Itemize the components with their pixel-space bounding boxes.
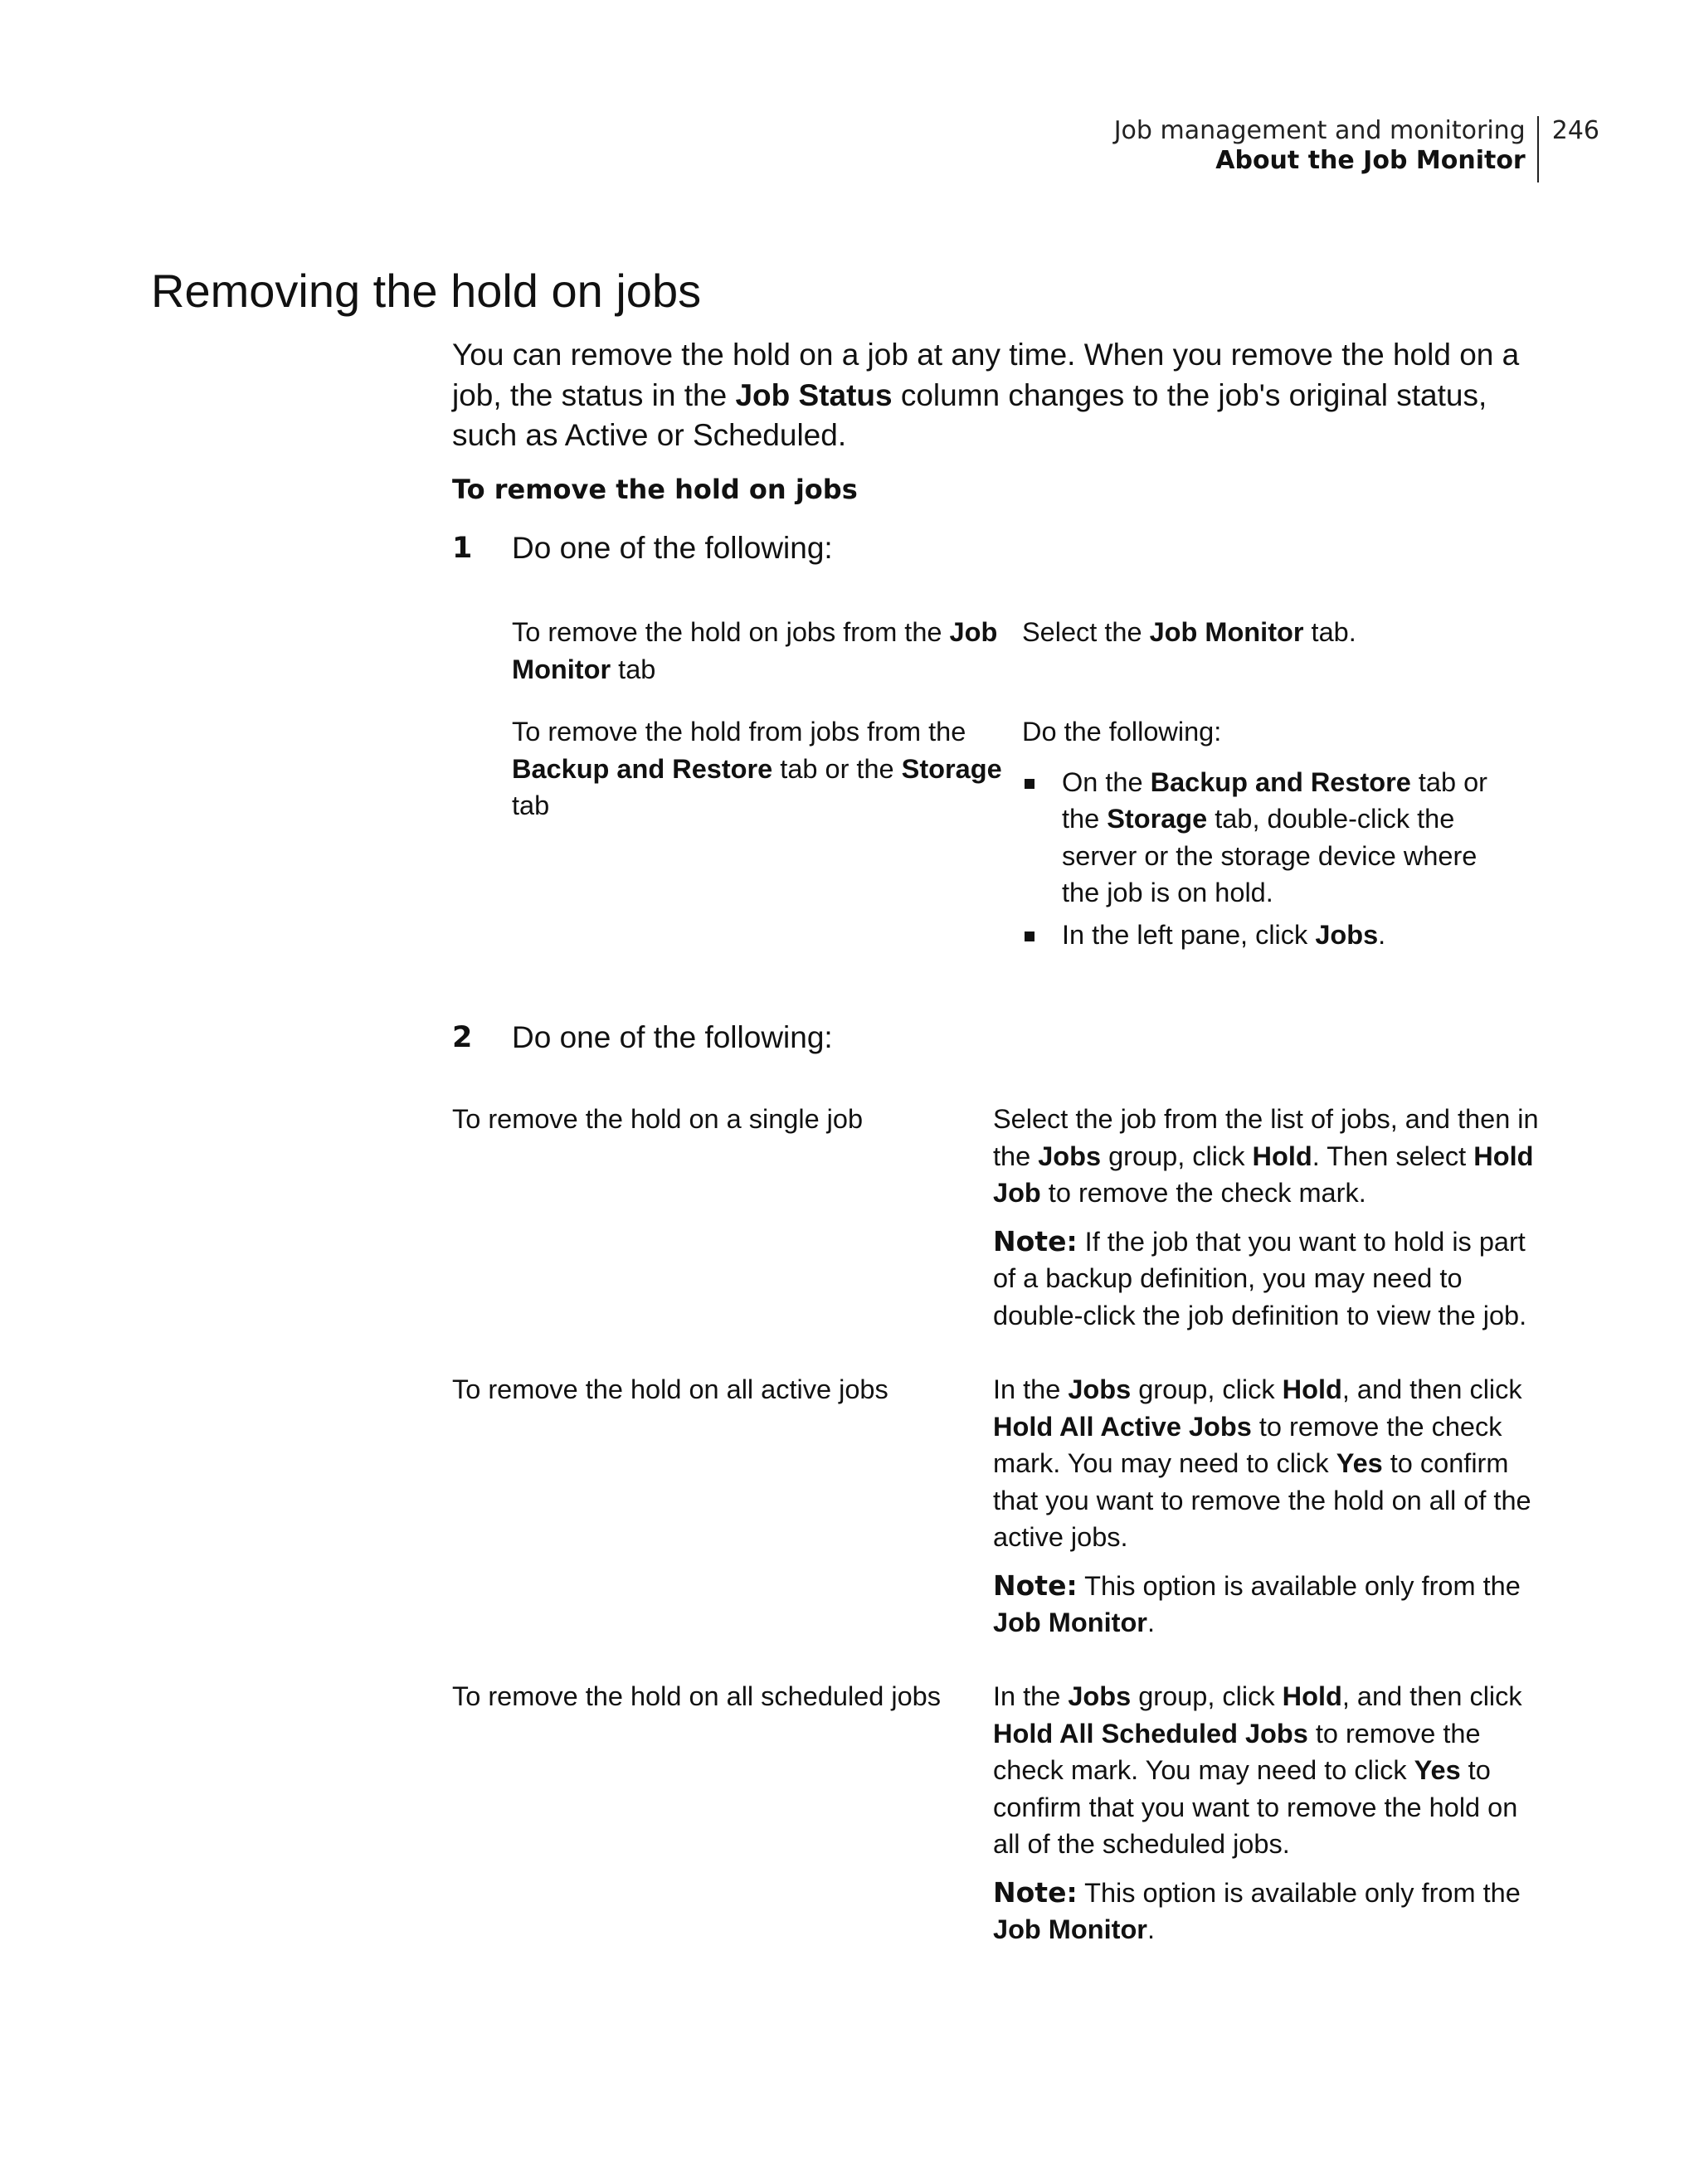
action-text	[993, 1101, 1541, 1212]
step1-row1-action	[1022, 614, 1536, 651]
text-run: If the job that you want to hold is part of a backup definition, you may need to double-click the job definition to view the job.	[993, 1226, 1527, 1330]
bold-run: Hold	[1282, 1374, 1342, 1404]
page-number: 246	[1551, 116, 1599, 145]
header-text	[1114, 116, 1537, 176]
bold-run: Hold	[1252, 1141, 1312, 1171]
action-text	[993, 1371, 1541, 1556]
text-run: This option is available only from the	[1077, 1570, 1521, 1601]
text-run: .	[1146, 1608, 1155, 1637]
text-run: tab or the	[772, 753, 902, 784]
text-run: tab, double-click the server or the storage device where the job is on hold.	[1062, 804, 1477, 907]
step-number: 1	[452, 532, 473, 565]
note	[993, 1223, 1541, 1335]
text-run: To remove the hold from jobs from the	[512, 717, 966, 747]
text-run: .	[1146, 1914, 1155, 1944]
text-run: . Then select	[1312, 1141, 1474, 1171]
text-run: tab.	[1303, 617, 1356, 647]
bold-run: Jobs	[1068, 1374, 1132, 1404]
text-run: Select the	[1022, 617, 1150, 647]
text-run: tab	[611, 654, 656, 684]
text-run: On the	[1062, 766, 1151, 797]
bold-run: Storage	[901, 753, 1002, 784]
bold-run: Jobs	[1315, 919, 1379, 950]
bold-run: Backup and Restore	[512, 753, 773, 784]
step2-row1-action	[993, 1101, 1541, 1334]
text-run: Select the job from the list of jobs, and then in the	[993, 1104, 1539, 1171]
intro-paragraph	[452, 335, 1555, 456]
running-header	[1114, 116, 1599, 181]
step-1	[452, 528, 833, 568]
step-number: 2	[452, 1021, 473, 1054]
intro-text-2: column changes to the job's original status, such as Active or Scheduled.	[452, 377, 1487, 452]
text-run: This option is available only from the	[1077, 1877, 1521, 1908]
step2-row3-condition: To remove the hold on all scheduled jobs	[452, 1681, 941, 1711]
note-label: Note:	[993, 1569, 1078, 1602]
square-bullet-icon	[1025, 931, 1034, 941]
text-run: to remove the check mark. You may need to click	[993, 1411, 1502, 1478]
bold-run: Yes	[1336, 1448, 1383, 1478]
note-label: Note:	[993, 1875, 1078, 1909]
text-run: to remove the check mark. You may need to click	[993, 1718, 1481, 1785]
bold-run: Jobs	[1068, 1681, 1132, 1711]
step2-row2-action	[993, 1371, 1541, 1642]
action-text	[1022, 614, 1536, 651]
section-title: Removing the hold on jobs	[151, 265, 702, 317]
action-text	[993, 1678, 1541, 1863]
header-section: About the Job Monitor	[1215, 146, 1526, 175]
step-text: Do one of the following:	[512, 1020, 833, 1054]
bullet-list	[1022, 764, 1520, 954]
step1-row2-condition	[512, 713, 1010, 824]
text-run: group, click	[1101, 1141, 1253, 1171]
list-item	[1022, 764, 1520, 912]
intro-text-1: You can remove the hold on a job at any time. When you remove the hold on a job, the status in the	[452, 338, 1520, 412]
bold-run: Hold	[1282, 1681, 1342, 1711]
text-run: , and then click	[1341, 1681, 1522, 1711]
bold-run: Job Monitor	[993, 1914, 1147, 1944]
text-run: tab	[512, 790, 550, 820]
step-2	[452, 1018, 833, 1058]
text-run: tab or the	[1062, 766, 1487, 834]
step2-row2-condition: To remove the hold on all active jobs	[452, 1374, 888, 1404]
text-run: To remove the hold on jobs from the	[512, 617, 950, 647]
bold-run: Jobs	[1038, 1141, 1102, 1171]
condition-text	[512, 614, 1010, 688]
text-run: .	[1378, 919, 1386, 950]
step1-row2-action	[1022, 713, 1520, 958]
step2-row3-action	[993, 1678, 1541, 1948]
bold-run: Job Monitor	[512, 617, 998, 684]
text-run: to confirm that you want to remove the hold on all of the scheduled jobs.	[993, 1755, 1518, 1859]
intro-bold-job-status: Job Status	[735, 377, 893, 412]
condition-text	[512, 713, 1010, 824]
text-run: group, click	[1131, 1681, 1283, 1711]
bold-run: Hold All Active Jobs	[993, 1411, 1252, 1442]
bold-run: Yes	[1414, 1755, 1461, 1785]
step2-row1-condition: To remove the hold on a single job	[452, 1104, 864, 1134]
bold-run: Storage	[1107, 804, 1208, 834]
note	[993, 1875, 1541, 1948]
text-run: to remove the check mark.	[1040, 1178, 1366, 1208]
bold-run: Job Monitor	[1149, 617, 1304, 647]
step1-row1-condition	[512, 614, 1010, 688]
text-run: In the	[993, 1681, 1069, 1711]
note	[993, 1568, 1541, 1642]
text-run: to confirm that you want to remove the hold on all of the active jobs.	[993, 1448, 1531, 1552]
bold-run: Backup and Restore	[1150, 766, 1411, 797]
bold-run: Job Monitor	[993, 1608, 1147, 1637]
text-run: In the left pane, click	[1062, 919, 1316, 950]
action-intro: Do the following:	[1022, 717, 1222, 747]
list-item	[1022, 917, 1520, 954]
procedure-heading: To remove the hold on jobs	[452, 474, 858, 505]
text-run: In the	[993, 1374, 1069, 1404]
text-run: group, click	[1131, 1374, 1283, 1404]
square-bullet-icon	[1025, 779, 1034, 789]
text-run: , and then click	[1341, 1374, 1522, 1404]
header-chapter: Job management and monitoring	[1113, 116, 1526, 145]
bold-run: Hold All Scheduled Jobs	[993, 1718, 1308, 1749]
bold-run: Hold Job	[993, 1141, 1534, 1208]
step-text: Do one of the following:	[512, 531, 833, 565]
note-label: Note:	[993, 1224, 1078, 1257]
